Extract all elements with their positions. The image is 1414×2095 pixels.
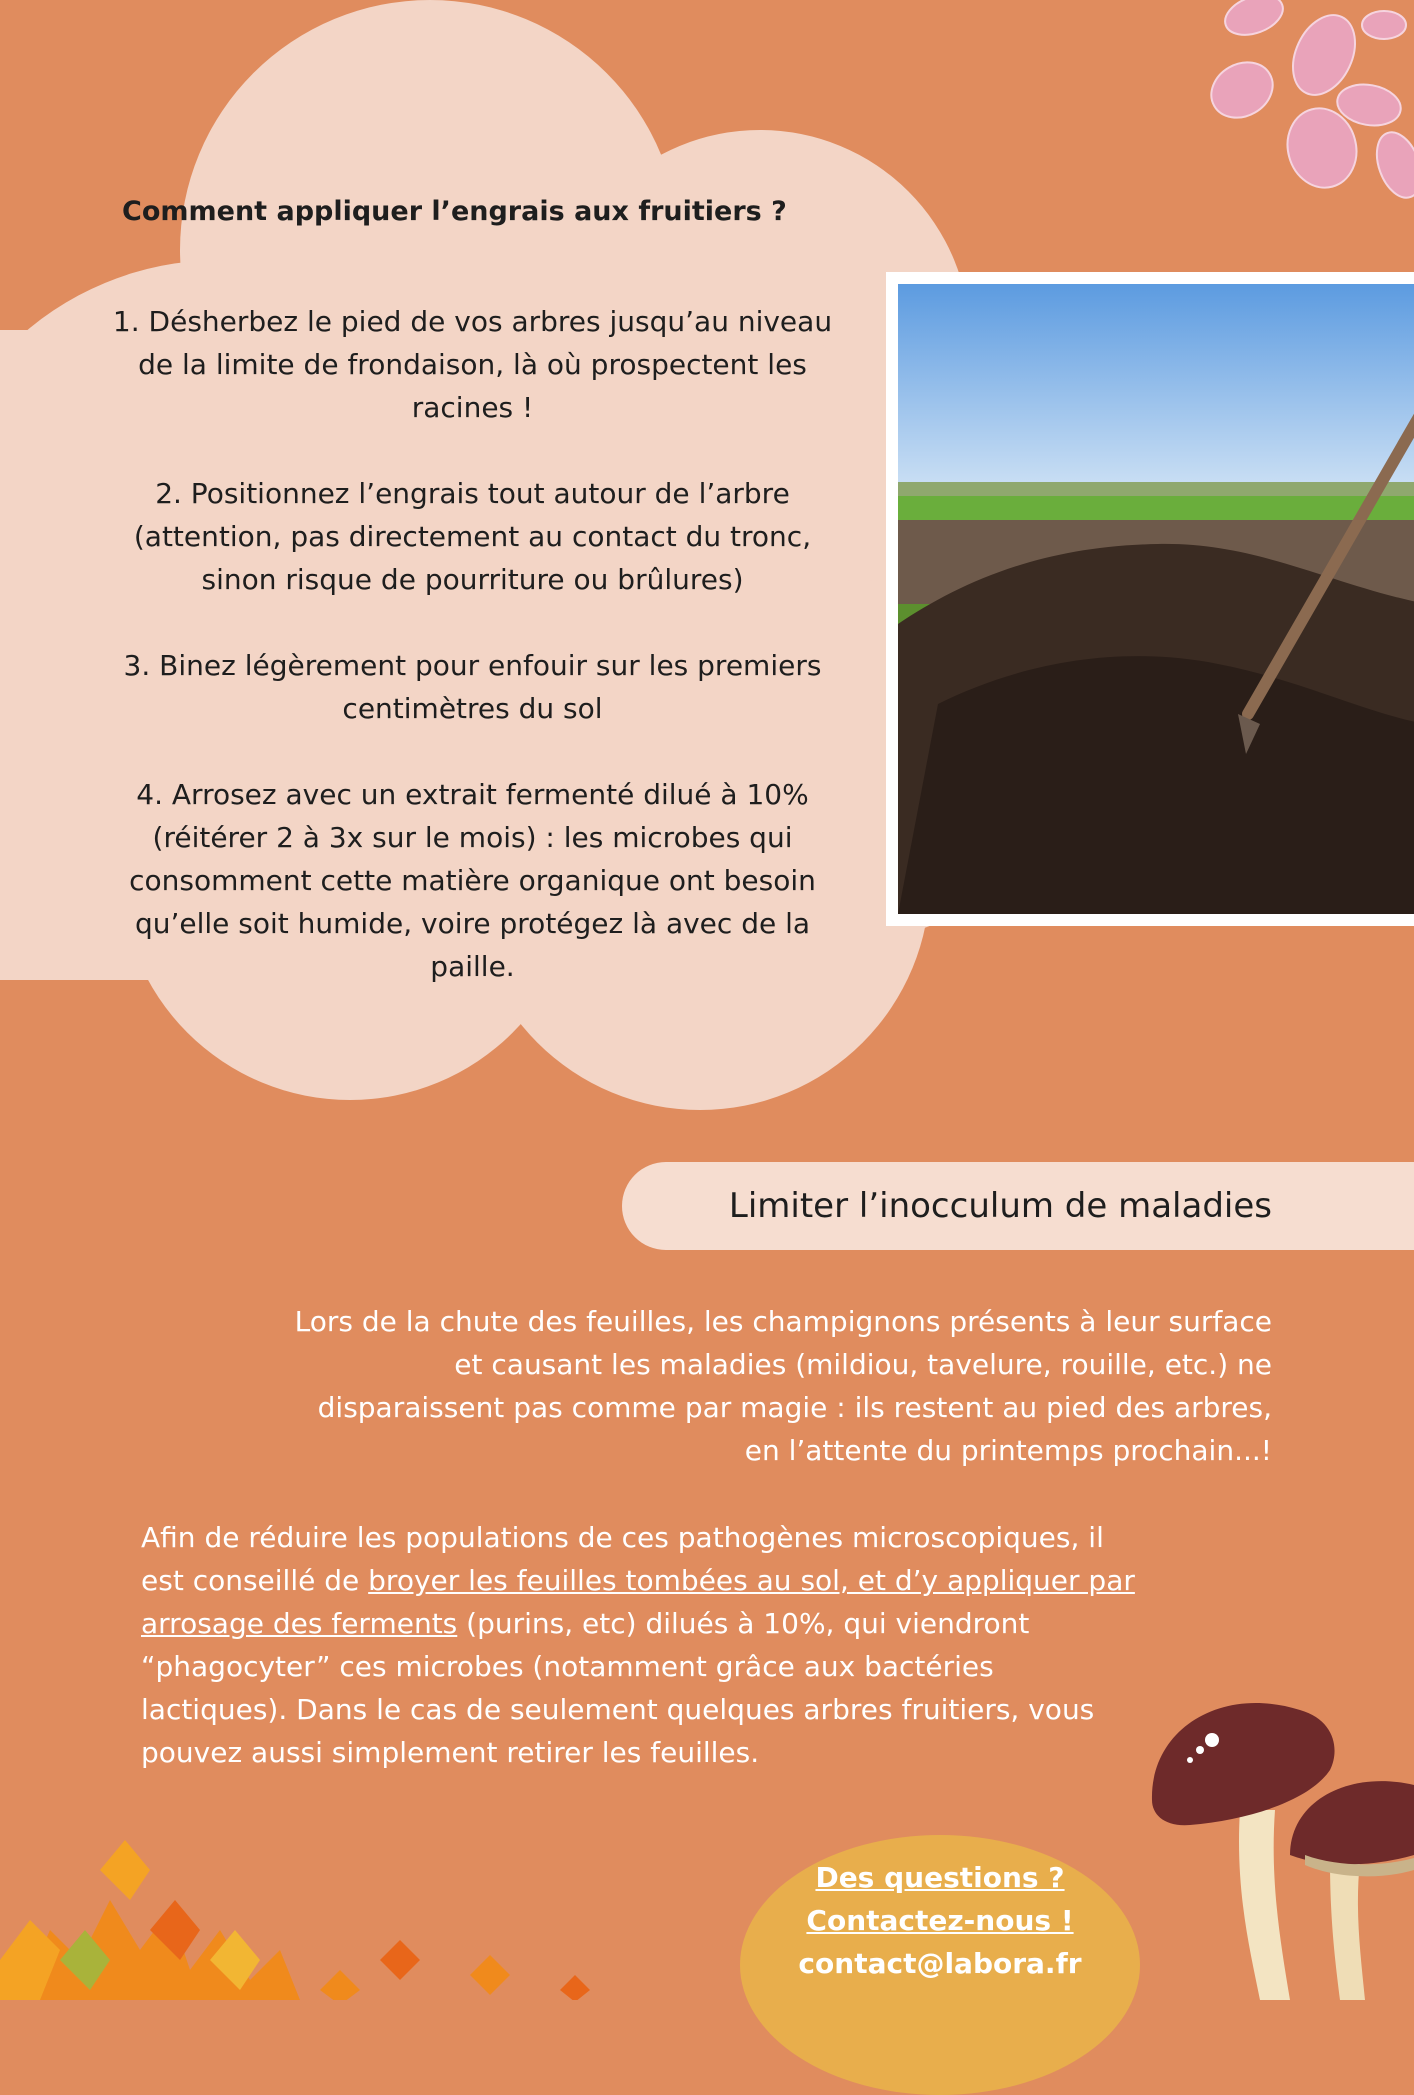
step-2: 2. Positionnez l’engrais tout autour de l’arbre (attention, pas directement au contact du tronc, sinon risque de pourriture ou brûlures) bbox=[133, 477, 812, 596]
autumn-leaves-decoration bbox=[0, 1810, 620, 2000]
para2-underlined-advice: broyer les feuilles tombées au sol, et d’y appliquer par arrosage des ferments bbox=[141, 1564, 1135, 1640]
step-1: 1. Désherbez le pied de vos arbres jusqu’au niveau de la limite de frondaison, là où prospectent les racines ! bbox=[112, 305, 833, 424]
paragraph-leaf-fall: Lors de la chute des feuilles, les champignons présents à leur surface et causant les maladies (mildiou, tavelure, rouille, etc.) ne disparaissent pas comme par magie : ils restent au pied des arbres, en l’attente du printemps prochain...! bbox=[294, 1305, 1272, 1467]
steps-list bbox=[110, 300, 835, 1031]
section-title-inoculum: Limiter l’inocculum de maladies bbox=[728, 1186, 1272, 1226]
contact-email[interactable]: contact@labora.fr bbox=[798, 1947, 1082, 1980]
contact-us-link[interactable]: Contactez-nous ! bbox=[806, 1904, 1074, 1937]
contact-block bbox=[740, 1856, 1140, 1985]
para2-text-start: Afin de réduire les populations de ces pathogènes microscopiques, il est conseillé de bbox=[141, 1521, 1104, 1597]
step-3: 3. Binez légèrement pour enfouir sur les premiers centimètres du sol bbox=[123, 649, 822, 725]
paragraph-recommendation bbox=[141, 1516, 1141, 1774]
step-4: 4. Arrosez avec un extrait fermenté dilué à 10% (réitérer 2 à 3x sur le mois) : les microbes qui consomment cette matière organique ont besoin qu’elle soit humide, voire protégez là avec de la paille. bbox=[129, 778, 816, 983]
para2-text-end: (purins, etc) dilués à 10%, qui viendront “phagocyter” ces microbes (notamment grâce aux bactéries lactiques). Dans le cas de seulement quelques arbres fruitiers, vous pouvez aussi simplement retirer les feuilles. bbox=[141, 1607, 1095, 1769]
photo-compost-heap bbox=[886, 272, 1414, 926]
mushrooms-decoration bbox=[1140, 1690, 1414, 2000]
petals-decoration bbox=[1194, 0, 1414, 200]
section-title-application: Comment appliquer l’engrais aux fruitiers ? bbox=[122, 196, 787, 227]
contact-question-link[interactable]: Des questions ? bbox=[815, 1861, 1065, 1894]
